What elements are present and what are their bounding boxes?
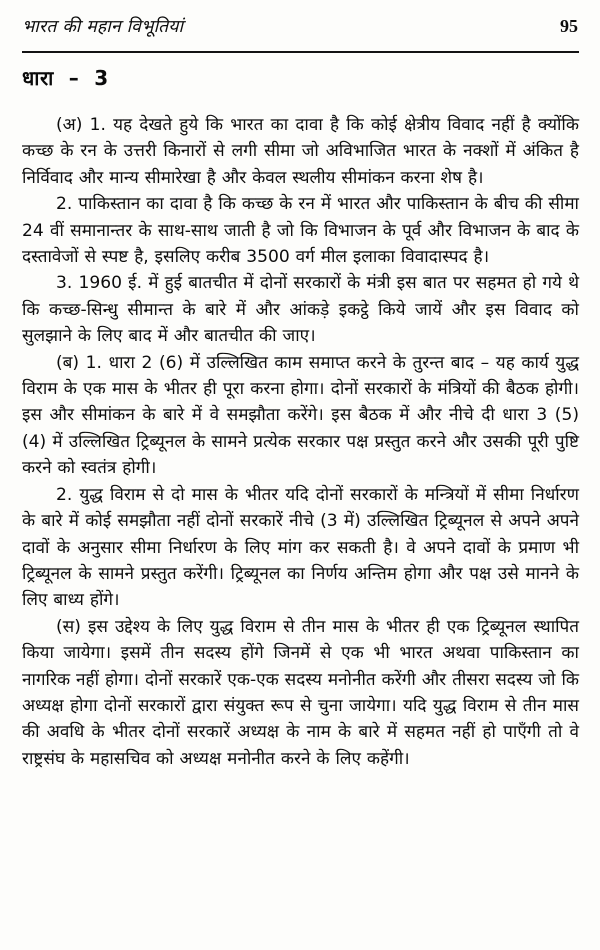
page-number: 95 (560, 16, 578, 36)
paragraph-clause-a-1: (अ) 1. यह देखते हुये कि भारत का दावा है कि कोई क्षेत्रीय विवाद नहीं है क्योंकि कच्छ के रन के उत्तरी किनारों से लगी सीमा जो अविभाजित भारत के नक्शों में अंकित है निर्विवाद और मान्य सीमारेखा है और केवल स्थलीय सीमांकन करना शेष है। (22, 115, 579, 188)
paragraph-clause-a-2: 2. पाकिस्तान का दावा है कि कच्छ के रन में भारत और पाकिस्तान के बीच की सीमा 24 वीं समानान्तर के साथ-साथ जाती है जो कि विभाजन के पूर्व और विभाजन के बाद के दस्तावेजों से स्पष्ट है, इसलिए करीब 3500 वर्ग मील इलाका विवादास्पद है। (22, 194, 579, 268)
paragraph-clause-s: (स) इस उद्देश्य के लिए युद्ध विराम से तीन मास के भीतर ही एक ट्रिब्यूनल स्थापित किया जायेगा। इसमें तीन सदस्य होंगे जिनमें से एक भी भारत अथवा पाकिस्तान का नागरिक नहीं होगा। दोनों सरकारें एक-एक सदस्य मनोनीत करेंगी और तीसरा सदस्य जो कि अध्यक्ष होगा दोनों सरकारों द्वारा संयुक्त रूप से चुना जायेगा। यदि युद्ध विराम से तीन मास की अवधि के भीतर दोनों सरकारें अध्यक्ष के नाम के बारे में सहमत नहीं हो पाएँगी तो वे राष्ट्रसंघ के महासचिव को अध्यक्ष मनोनीत करने के लिए कहेंगी। (22, 616, 579, 769)
header-divider (22, 51, 579, 53)
section-heading: धारा – 3 (22, 66, 109, 90)
running-head (22, 14, 578, 44)
paragraph-clause-a-3: 3. 1960 ई. में हुई बातचीत में दोनों सरकारों के मंत्री इस बात पर सहमत हो गये थे कि कच्छ-सिन्धु सीमान्त के बारे में और आंकड़े इकट्ठे किये जायें और इस विवाद को सुलझाने के लिए बाद में और बातचीत की जाए। (22, 273, 579, 347)
paragraph-clause-b-2: 2. युद्ध विराम से दो मास के भीतर यदि दोनों सरकारों के मन्त्रियों में सीमा निर्धारण के बारे में कोई समझौता नहीं दोनों सरकारें नीचे (3 में) उल्लिखित ट्रिब्यूनल से अपने अपने दावों के अनुसार सीमा निर्धारण के लिए मांग कर सकती है। वे अपने दावों के प्रमाण भी ट्रिब्यूनल के सामने प्रस्तुत करेंगी। ट्रिब्यूनल का निर्णय अन्तिम होगा और पक्ष उसे मानने के लिए बाध्य होंगे। (22, 484, 579, 611)
paragraph-clause-b-1: (ब) 1. धारा 2 (6) में उल्लिखित काम समाप्त करने के तुरन्त बाद – यह कार्य युद्ध विराम के एक मास के भीतर ही पूरा करना होगा। दोनों सरकारों के मंत्रियों की बैठक होगी। इस और सीमांकन के बारे में वे समझौता करेंगे। इस बैठक में और नीचे दी धारा 3 (5) (4) में उल्लिखित ट्रिब्यूनल के सामने प्रत्येक सरकार पक्ष प्रस्तुत करने और उसकी पूरी पुष्टि करने को स्वतंत्र होगी। (22, 352, 579, 479)
running-head-title: भारत की महान विभूतियां (22, 17, 184, 37)
body-text (22, 112, 579, 772)
